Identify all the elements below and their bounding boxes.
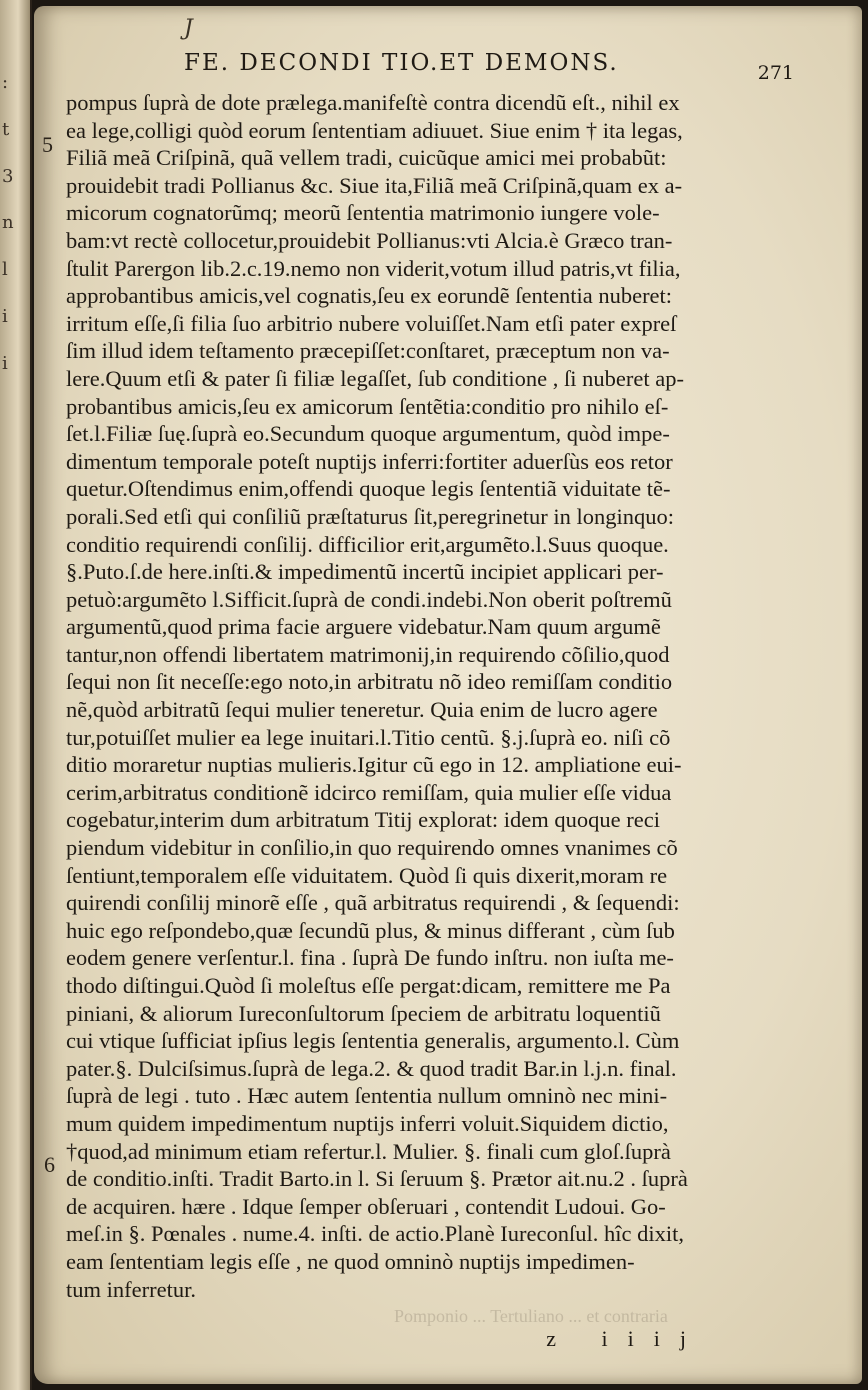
text-line: micorum cognatorũmq; meorũ ſententia matrimonio iungere vole-: [66, 200, 660, 226]
text-line: tum inferretur.: [66, 1276, 196, 1302]
previous-page-edge: [0, 0, 32, 1390]
text-line: quirendi conſilij minorẽ eſſe , quã arbitratus requirendi , & ſequendi:: [66, 890, 680, 916]
running-head: FE. DECONDI TIO.ET DEMONS.: [184, 50, 619, 76]
text-line: irritum eſſe,ſi filia ſuo arbitrio nubere voluiſſet.Nam etſi pater expreſ: [66, 310, 677, 336]
text-line: ſentiunt,temporalem eſſe viduitatem. Quòd ſi quis dixerit,moram re: [66, 862, 668, 888]
text-line: ſequi non ſit neceſſe:ego noto,in arbitratu nõ ideo remiſſam conditio: [66, 669, 673, 695]
text-line: tantur,non offendi libertatem matrimonij,in requirendo cõſilio,quod: [66, 641, 670, 667]
text-line: cogebatur,interim dum arbitratum Titij explorat: idem quoque reci: [66, 807, 660, 833]
text-line: eam ſententiam legis eſſe , ne quod omninò nuptijs impedimen-: [66, 1248, 635, 1274]
text-line: mum quidem impedimentum nuptijs inferri voluit.Siquidem dictio,: [66, 1110, 669, 1136]
text-line: conditio requirendi conſilij. difficilior erit,argumẽto.l.Suus quoque.: [66, 531, 669, 557]
book-page: [34, 6, 862, 1384]
body-text: [66, 89, 806, 1303]
text-line: ſtulit Parergon lib.2.c.19.nemo non viderit,votum illud patris,vt filia,: [66, 255, 681, 281]
margin-note-5: 5: [42, 132, 53, 157]
text-line: porali.Sed etſi qui conſiliũ præſtaturus ſit,peregrinetur in longinquo:: [66, 503, 675, 529]
text-line: huic ego reſpondebo,quæ ſecundũ plus, & minus differant , cùm ſub: [66, 917, 675, 943]
text-line: nẽ,quòd arbitratũ ſequi mulier teneretur. Quia enim de lucro agere: [66, 697, 658, 723]
text-line: pater.§. Dulciſsimus.ſuprà de lega.2. & quod tradit Bar.in l.j.n. final.: [66, 1055, 677, 1081]
text-line: prouidebit tradi Pollianus &c. Siue ita,Filiã meã Criſpinã,quam ex a-: [66, 172, 683, 198]
text-line: piendum videbitur in conſilio,in quo requirendo omnes vnanimes cõ: [66, 835, 678, 861]
text-line: quetur.Oſtendimus enim,offendi quoque legis ſententiã viduitate tẽ-: [66, 476, 671, 502]
previous-page-mark: i: [2, 352, 8, 374]
text-line: ditio moraretur nuptias mulieris.Igitur cũ ego in 12. ampliatione eui-: [66, 752, 682, 778]
text-line: meſ.in §. Pœnales . nume.4. inſti. de actio.Planè Iureconſul. hîc dixit,: [66, 1221, 685, 1247]
previous-page-mark: l: [2, 259, 8, 281]
text-line: ſet.l.Filiæ ſuę.ſuprà eo.Secundum quoque argumentum, quòd impe-: [66, 421, 670, 447]
margin-note-6: 6: [44, 1152, 55, 1177]
previous-page-marks: [2, 60, 26, 388]
text-line: piniani, & aliorum Iureconſultorum ſpeciem de arbitratu loquentiũ: [66, 1000, 661, 1026]
signature-mark: z iiij: [546, 1326, 706, 1351]
text-line: de acquiren. hære . Idque ſemper obſeruari , contendit Ludoui. Go-: [66, 1193, 666, 1219]
text-line: de conditio.inſti. Tradit Barto.in l. Si ſeruum §. Prætor ait.nu.2 . ſuprà: [66, 1166, 688, 1192]
text-line: ea lege,colligi quòd eorum ſententiam adiuuet. Siue enim † ita legas,: [66, 117, 683, 143]
text-line: eodem genere verſentur.l. fina . ſuprà De fundo inſtru. non iuſta me-: [66, 945, 674, 971]
bleed-through-text: Pomponio ... Tertuliano ... et contraria: [394, 1306, 668, 1326]
text-line: tur,potuiſſet mulier ea lege inuitari.l.Titio centũ. §.j.ſuprà eo. niſi cõ: [66, 724, 671, 750]
text-line: ſuprà de legi . tuto . Hæc autem ſententia nullum omninò nec mini-: [66, 1083, 668, 1109]
previous-page-mark: 3: [2, 165, 14, 187]
text-line: probantibus amicis,ſeu ex amicorum ſentẽtia:conditio pro nihilo eſ-: [66, 393, 669, 419]
text-line: pompus ſuprà de dote prælega.manifeſtè contra dicendũ eſt., nihil ex: [66, 90, 680, 115]
previous-page-mark: :: [2, 72, 9, 93]
previous-page-mark: n: [2, 212, 14, 234]
text-line: argumentũ,quod prima facie arguere videbatur.Nam quum argumẽ: [66, 614, 661, 640]
text-line: bam:vt rectè collocetur,prouidebit Pollianus:vti Alcia.è Græco tran-: [66, 227, 673, 253]
text-line: lere.Quum etſi & pater ſi filiæ legaſſet, ſub conditione , ſi nuberet ap-: [66, 365, 684, 391]
text-line: approbantibus amicis,vel cognatis,ſeu ex eorundẽ ſententia nuberet:: [66, 283, 673, 309]
text-line: cui vtique ſufficiat ipſius legis ſententia generalis, argumento.l. Cùm: [66, 1028, 680, 1054]
text-line: ſim illud idem teſtamento præcepiſſet:conſtaret, præceptum non va-: [66, 338, 670, 364]
pencil-mark: J: [184, 16, 193, 41]
text-line: Filiã meã Criſpinã, quã vellem tradi, cuicũque amici mei probabũt:: [66, 145, 667, 171]
page-number: 271: [757, 62, 794, 84]
previous-page-mark: t: [2, 118, 10, 140]
text-line: dimentum temporale poteſt nuptijs inferri:fortiter aduerſùs eos retor: [66, 448, 673, 474]
text-line: §.Puto.ſ.de here.inſti.& impedimentũ incertũ incipiet applicari per-: [66, 559, 664, 585]
text-line: cerim,arbitratus conditionẽ idcirco remiſſam, quia mulier eſſe vidua: [66, 779, 672, 805]
previous-page-mark: i: [2, 305, 8, 327]
text-line: thodo diſtingui.Quòd ſi moleſtus eſſe pergat:dicam, remittere me Pa: [66, 973, 671, 998]
text-line: †quod,ad minimum etiam refertur.l. Mulier. §. finali cum gloſ.ſuprà: [66, 1138, 671, 1164]
text-line: petuò:argumẽto l.Sifficit.ſuprà de condi.indebi.Non oberit poſtremũ: [66, 586, 672, 612]
